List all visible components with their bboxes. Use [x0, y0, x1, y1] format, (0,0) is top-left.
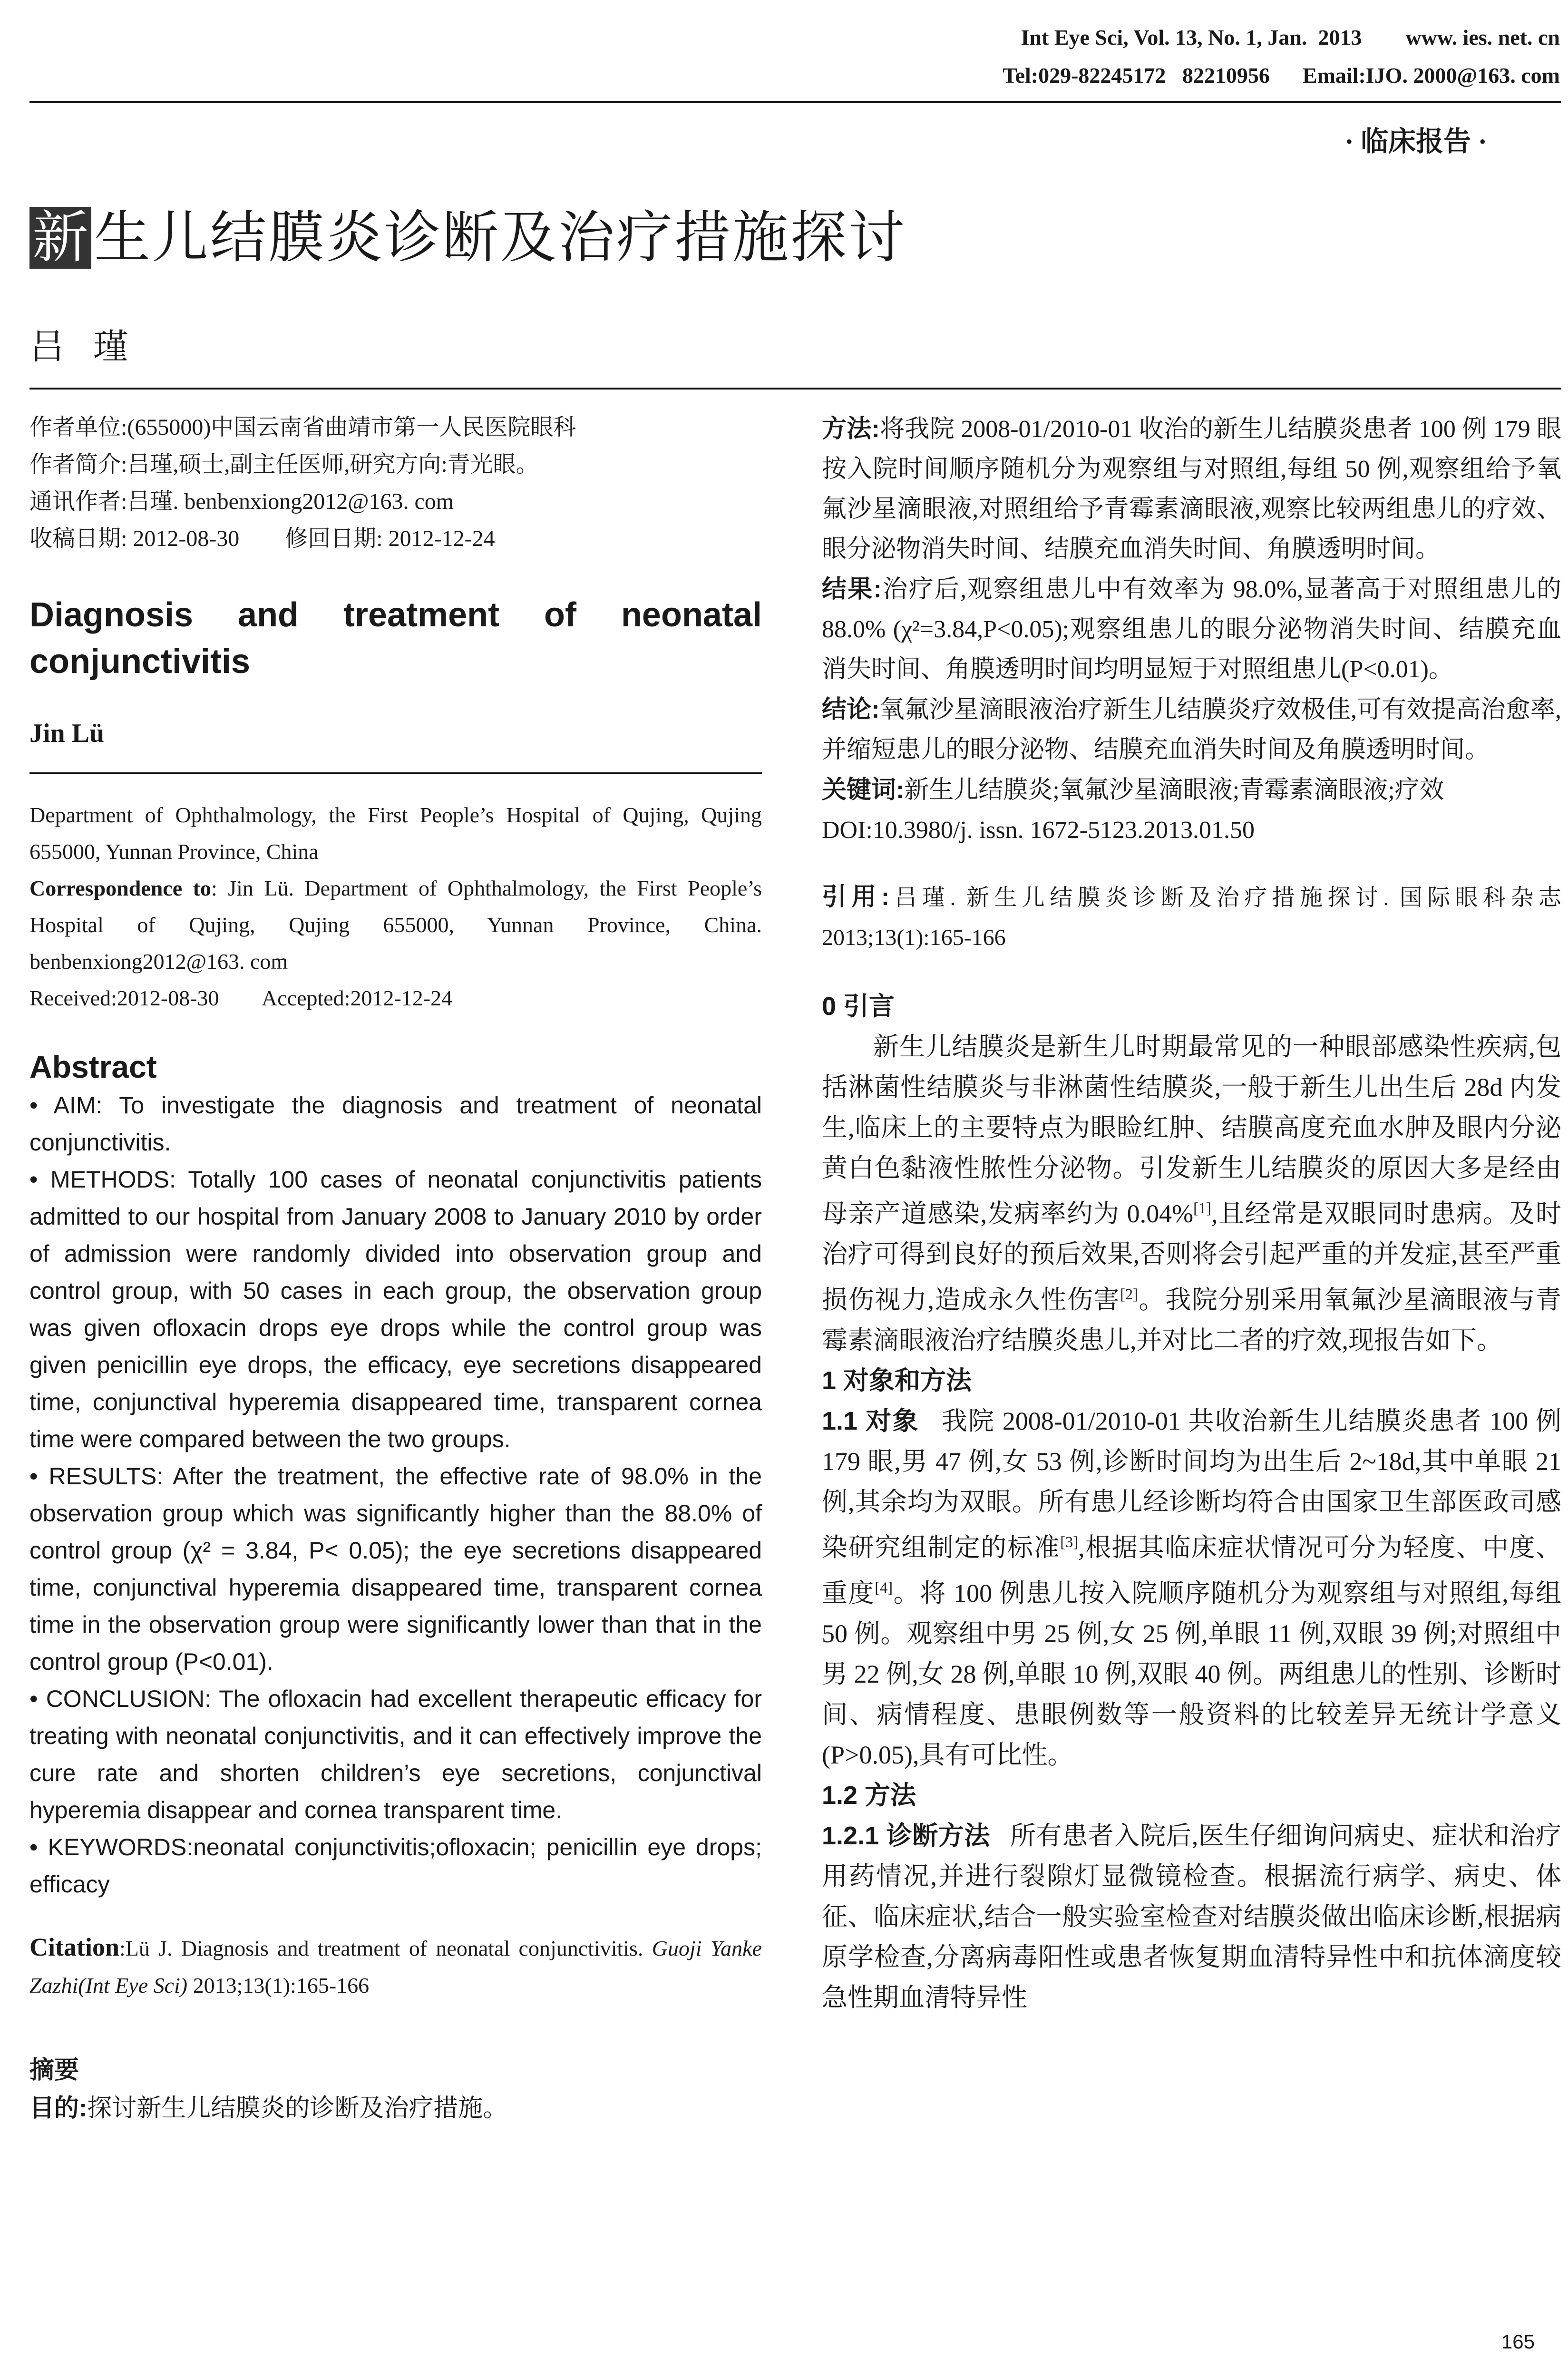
- author-cn: 吕瑾: [29, 328, 157, 367]
- subjects-text-a: 我院 2008-01/2010-01 共收治新生儿结膜炎患者 100 例 179 眼,男 47 例,女 53 例,诊断时间均为出生后 2~18d,其中单眼 21 例,其余均为双眼。所有患儿经诊断均符合由国家卫生部医政司感染研究组制定的标准: [822, 1407, 1568, 1562]
- subjects-text-c: 。将 100 例患儿按入院顺序随机分为观察组与对照组,每组 50 例。观察组中男 25 例,女 25 例,单眼 11 例,双眼 39 例;对照组中男 22 例,女 28 例,单眼 10 例,双眼 40 例。两组患儿的性别、诊断时间、病情程度、患眼例数等一般资料的比较差异无统计学意义(P>0.05),具有可比性。: [822, 1579, 1561, 1769]
- intro-text-c: 。我院分别采用氧氟沙星滴眼液与青霉素滴眼液治疗结膜炎患儿,并对比二者的疗效,现报告如下。: [822, 1286, 1561, 1354]
- author-rule: [29, 772, 762, 774]
- abstract-keywords: • KEYWORDS:neonatal conjunctivitis;ofloxacin; penicillin eye drops; efficacy: [29, 1834, 762, 1898]
- citation-cn-label: 引用:: [822, 883, 890, 911]
- abstract-cn-keywords: [822, 770, 1561, 810]
- dates-cn: 收稿日期: 2012-08-30 修回日期: 2012-12-24: [29, 526, 495, 551]
- ref-4: [4]: [875, 1579, 893, 1597]
- methods-cn-label: 方法:: [822, 415, 880, 443]
- results-cn-text: 治疗后,观察组患儿中有效率为 98.0%,显著高于对照组患儿的 88.0% (χ²=3.84,P<0.05);观察组患儿的眼分泌物消失时间、结膜充血消失时间、角膜透明时间均明显短于对照组患儿(P<0.01)。: [822, 576, 1561, 683]
- citation-en: [29, 1929, 762, 2004]
- methods-heading: 1 对象和方法: [822, 1366, 972, 1395]
- abstract-cn-results: [822, 569, 1561, 690]
- english-title-line1: Diagnosis and treatment of neonatal: [29, 596, 762, 634]
- citation-tail: 2013;13(1):165-166: [187, 1973, 370, 1997]
- subjects-label: 1.1 对象: [822, 1407, 919, 1435]
- correspondence-label: Correspondence to: [29, 876, 211, 900]
- abstract-body: [29, 1087, 762, 1903]
- correspondence-cn: 通讯作者:吕瑾. benbenxiong2012@163. com: [29, 489, 454, 514]
- english-correspondence: [29, 870, 762, 980]
- intro-text-a: 新生儿结膜炎是新生儿时期最常见的一种眼部感染性疾病,包括淋菌性结膜炎与非淋菌性结膜炎,一般于新生儿出生后 28d 内发生,临床上的主要特点为眼睑红肿、结膜高度充血水肿及眼内分泌黄白色黏液性脓性分泌物。引发新生儿结膜炎的原因大多是经由母亲产道感染,发病率约为 0.04%: [822, 1033, 1561, 1228]
- subjects-text-b: ,根据其临床症状情况可分为轻度、中度、重度: [822, 1533, 1562, 1607]
- abstract-conclusion: • CONCLUSION: The ofloxacin had excellent therapeutic efficacy for treating with neonatal conjunctivitis, and it can effectively improve the cure rate and shorten children’s eye secretions, conjunctival hyperemia disappear and cornea transparent time.: [29, 1685, 762, 1823]
- methods-cn-text: 将我院 2008-01/2010-01 收治的新生儿结膜炎患者 100 例 179 眼按入院时间顺序随机分为观察组与对照组,每组 50 例,观察组给予氧氟沙星滴眼液,对照组给予青霉素滴眼液,观察比较两组患儿的疗效、眼分泌物消失时间、结膜充血消失时间、角膜透明时间。: [822, 416, 1561, 563]
- keywords-cn-label: 关键词:: [822, 776, 905, 804]
- abstract-cn-conclusion: [822, 690, 1561, 770]
- abstract-methods: • METHODS: Totally 100 cases of neonatal conjunctivitis patients admitted to our hospital from January 2008 to January 2010 by order of admission were randomly divided into observation group and control group, with 50 cases in each group, the observation group was given ofloxacin drops eye drops while the control group was given penicillin eye drops, the efficacy, eye secretions disappeared time, conjunctival hyperemia disappeared time, transparent cornea time were compared between the two groups.: [29, 1166, 762, 1452]
- citation-cn: [822, 877, 1561, 958]
- english-author: Jin Lü: [29, 719, 105, 748]
- english-title-line2: conjunctivitis: [29, 643, 251, 681]
- results-cn-label: 结果:: [822, 575, 882, 603]
- affiliation-cn: 作者单位:(655000)中国云南省曲靖市第一人民医院眼科: [29, 415, 576, 440]
- abstract-aim: • AIM: To investigate the diagnosis and treatment of neonatal conjunctivitis.: [29, 1092, 762, 1156]
- diagnosis-paragraph: [822, 1816, 1561, 2018]
- intro-heading: 0 引言: [822, 992, 895, 1021]
- header-rule: [29, 101, 1561, 103]
- abstract-cn-methods: [822, 409, 1561, 569]
- conclusion-cn-label: 结论:: [822, 696, 880, 723]
- intro-text-b: ,且经常是双眼同时患病。及时治疗可得到良好的预后效果,否则将会引起严重的并发症,甚至严重损伤视力,造成永久性伤害: [822, 1199, 1562, 1314]
- abstract-heading: Abstract: [29, 1049, 157, 1084]
- diagnosis-text: 所有患者入院后,医生仔细询问病史、症状和治疗用药情况,并进行裂隙灯显微镜检查。根据流行病学、病史、体征、临床症状,结合一般实验室检查对结膜炎做出临床诊断,根据病原学检查,分离病毒阳性或患者恢复期血清特异性中和抗体滴度较急性期血清特异性: [822, 1822, 1562, 2012]
- citation-text: :Lü J. Diagnosis and treatment of neonatal conjunctivitis.: [119, 1936, 643, 1960]
- journal-contact-line: Tel:029-82245172 82210956 Email:IJO. 2000@163. com: [1003, 63, 1560, 88]
- bio-cn: 作者简介:吕瑾,硕士,副主任医师,研究方向:青光眼。: [29, 452, 539, 477]
- diagnosis-label: 1.2.1 诊断方法: [822, 1822, 990, 1850]
- abstract-cn-heading: 摘要: [29, 2056, 79, 2084]
- english-received: Received:2012-08-30 Accepted:2012-12-24: [29, 986, 453, 1010]
- keywords-cn-text: 新生儿结膜炎;氧氟沙星滴眼液;青霉素滴眼液;疗效: [904, 777, 1444, 804]
- journal-header-line: Int Eye Sci, Vol. 13, No. 1, Jan. 2013 www. ies. net. cn: [1021, 25, 1560, 49]
- right-column: [822, 409, 1568, 2018]
- aim-cn-text: 探讨新生儿结膜炎的诊断及治疗措施。: [87, 2095, 508, 2122]
- intro-paragraph: [822, 1027, 1561, 1361]
- correspondence-text: : Jin Lü. Department of Ophthalmology, the First People’s Hospital of Qujing, Qujing 655000, Yunnan Province, China. benbenxiong2012@163. com: [29, 876, 762, 974]
- left-column: [29, 409, 762, 2129]
- english-department: Department of Ophthalmology, the First People’s Hospital of Qujing, Qujing 655000, Yunnan Province, China: [29, 803, 762, 864]
- section-tag: · 临床报告 ·: [1344, 126, 1487, 157]
- title-rule: [29, 388, 1561, 390]
- method-subheading: 1.2 方法: [822, 1781, 916, 1810]
- page-title: [29, 205, 906, 271]
- ref-1: [1]: [1193, 1200, 1211, 1217]
- citation-journal: Guoji Yanke Zazhi(Int Eye Sci): [29, 1936, 762, 1997]
- title-rest: 生儿结膜炎诊断及治疗措施探讨: [94, 206, 907, 269]
- english-title: [29, 592, 762, 685]
- ref-3: [3]: [1060, 1534, 1079, 1551]
- ref-2: [2]: [1120, 1286, 1138, 1303]
- doi: DOI:10.3980/j. issn. 1672-5123.2013.01.50: [822, 817, 1255, 844]
- conclusion-cn-text: 氧氟沙星滴眼液治疗新生儿结膜炎疗效极佳,可有效提高治愈率,并缩短患儿的眼分泌物、结膜充血消失时间及角膜透明时间。: [822, 696, 1561, 763]
- page-number: 165: [1501, 2330, 1535, 2353]
- citation-cn-text: 吕瑾. 新生儿结膜炎诊断及治疗措施探讨. 国际眼科杂志 2013;13(1):165-166: [822, 885, 1561, 950]
- subjects-paragraph: [822, 1401, 1568, 1775]
- title-first-char: 新: [29, 207, 91, 269]
- abstract-cn-aim: [29, 2088, 762, 2129]
- citation-label: Citation: [29, 1933, 119, 1961]
- abstract-results: • RESULTS: After the treatment, the effective rate of 98.0% in the observation group which was significantly higher than the 88.0% of control group (χ² = 3.84, P< 0.05); the eye secretions disappeared time, conjunctival hyperemia disappeared time, transparent cornea time in the observation group were significantly lower than that in the control group (P<0.01).: [29, 1463, 762, 1675]
- aim-cn-label: 目的:: [29, 2094, 88, 2122]
